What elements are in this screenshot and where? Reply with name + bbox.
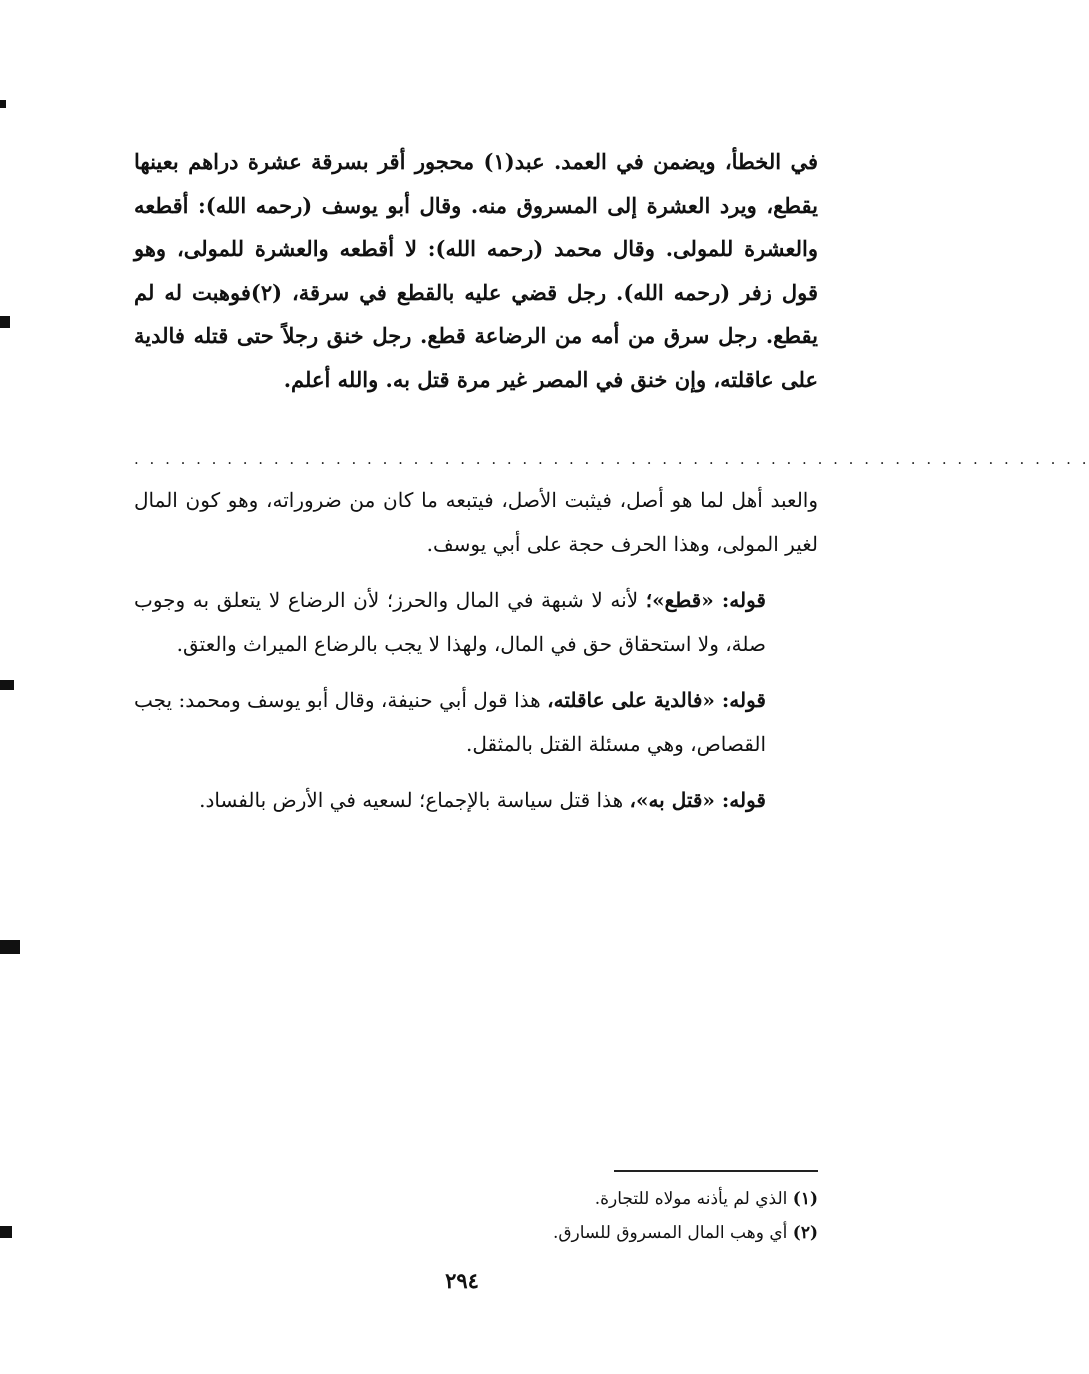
main-text xyxy=(134,140,818,401)
commentary-paragraph-2 xyxy=(134,578,818,666)
scan-mark xyxy=(0,100,6,108)
footnote-2 xyxy=(380,1216,818,1250)
footnote-number: (٢) xyxy=(792,1223,818,1243)
commentary-body-2: لأنه لا شبهة في المال والحرز؛ لأن الرضاع لا يتعلق به وجوب صلة، ولا استحقاق حق في المال، ولهذا لا يجب بالرضاع الميراث والعتق. xyxy=(134,588,766,656)
scan-mark xyxy=(0,940,20,954)
commentary-lead-4: قوله: «قتل به»، xyxy=(629,788,766,812)
commentary-lead-2: قوله: «قطع»؛ xyxy=(645,588,766,612)
section-separator: . . . . . . . . . . . . . . . . . . . . . . . . . . . . . . . . . . . . . . . . . . . . . . . . . . . . . . . . . . . . . . xyxy=(134,450,1089,468)
commentary-paragraph-1: والعبد أهل لما هو أصل، فيثبت الأصل، فيتبعه ما كان من ضروراته، وهو كون المال لغير المولى، وهذا الحرف حجة على أبي يوسف. xyxy=(134,488,818,556)
scan-mark xyxy=(0,680,14,690)
commentary xyxy=(134,478,818,834)
footnotes xyxy=(380,1182,818,1250)
main-paragraph: في الخطأ، ويضمن في العمد. عبد(١) محجور أقر بسرقة عشرة دراهم بعينها يقطع، ويرد العشرة إلى المسروق منه. وقال أبو يوسف (رحمه الله): أقطعه والعشرة للمولى. وقال محمد (رحمه الله): لا أقطعه والعشرة للمولى، وهو قول زفر (رحمه الله). رجل قضي عليه بالقطع في سرقة، (٢)فوهبت له لم يقطع. رجل سرق من أمه من الرضاعة قطع. رجل خنق رجلاً حتى قتله فالدية على عاقلته، وإن خنق في المصر غير مرة قتل به. والله أعلم. xyxy=(134,149,818,392)
commentary-paragraph-4 xyxy=(134,778,818,822)
scan-mark xyxy=(0,316,10,328)
commentary-paragraph-3 xyxy=(134,678,818,766)
scan-mark xyxy=(0,1226,12,1238)
footnote-text: أي وهب المال المسروق للسارق. xyxy=(552,1223,788,1243)
footnote-number: (١) xyxy=(792,1189,818,1209)
page-number: ٢٩٤ xyxy=(445,1268,479,1293)
footnote-rule xyxy=(614,1170,818,1172)
footnote-text: الذي لم يأذنه مولاه للتجارة. xyxy=(594,1189,788,1209)
footnote-1 xyxy=(380,1182,818,1216)
commentary-body-4: هذا قتل سياسة بالإجماع؛ لسعيه في الأرض بالفساد. xyxy=(199,788,630,812)
commentary-body-3: هذا قول أبي حنيفة، وقال أبو يوسف ومحمد: يجب القصاص، وهي مسئلة القتل بالمثقل. xyxy=(134,688,766,756)
commentary-lead-3: قوله: «فالدية على عاقلته، xyxy=(547,688,766,712)
